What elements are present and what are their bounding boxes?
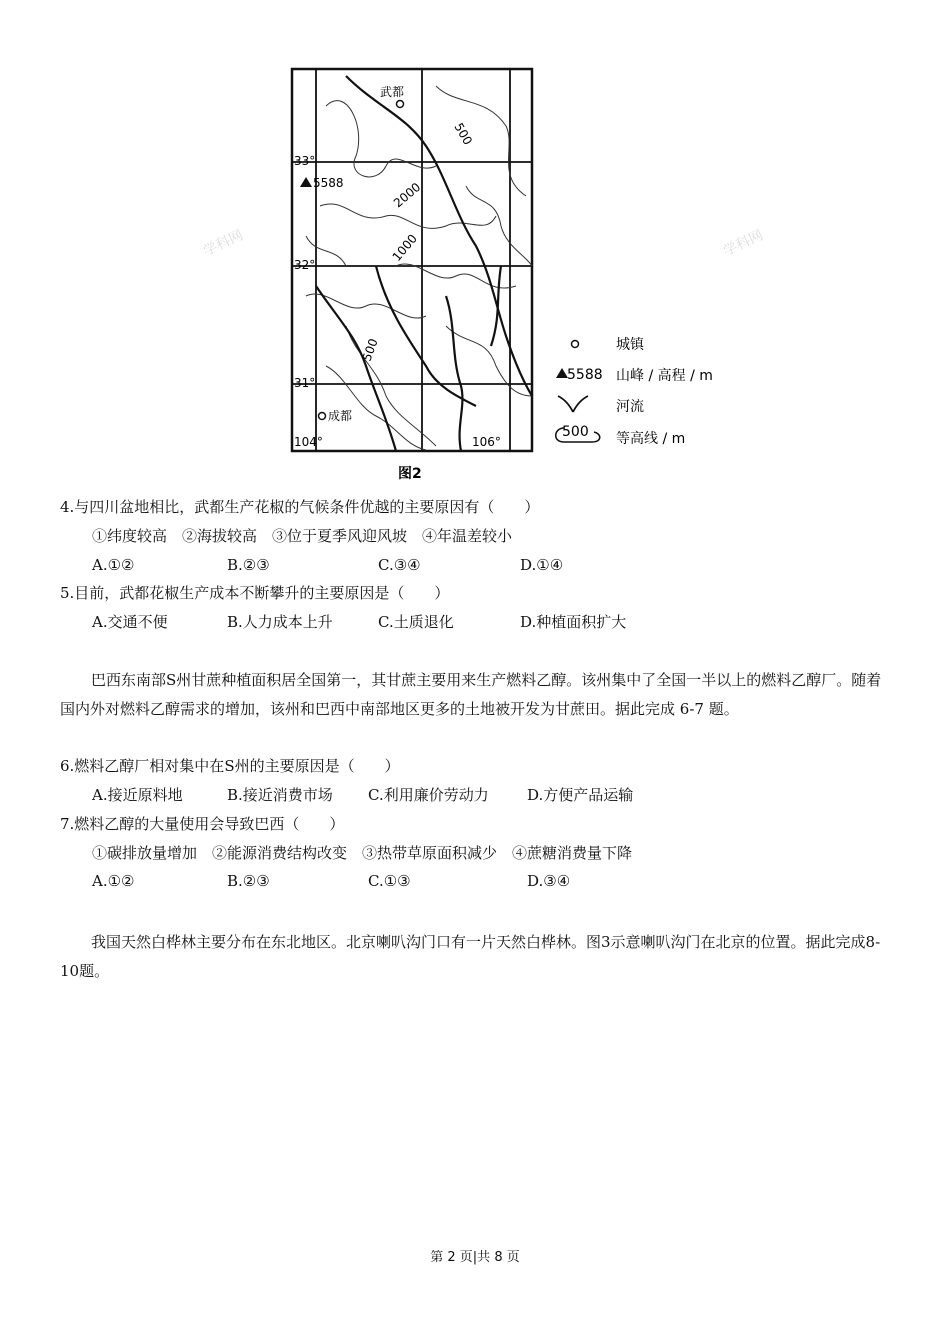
option-d: D.①④ — [520, 556, 564, 574]
legend-symbol-text: 5588 — [567, 367, 603, 383]
contour-label: 1000 — [389, 231, 420, 264]
question-6-stem: 6.燃料乙醇厂相对集中在S州的主要原因是（ ） — [60, 757, 400, 775]
contour-label: 2000 — [390, 179, 424, 211]
river-legend-icon — [558, 396, 588, 412]
option-b: B.接近消费市场 — [227, 786, 333, 804]
passage-birch-forest: 我国天然白桦林主要分布在东北地区。北京喇叭沟门口有一片天然白桦林。图3示意喇叭沟门在北京的位置。据此完成8-10题。 — [60, 933, 881, 980]
option-a: A.交通不便 — [92, 613, 168, 631]
legend-symbol-text: 500 — [562, 424, 589, 440]
option-d: D.种植面积扩大 — [520, 613, 627, 631]
page-footer: 第 2 页|共 8 页 — [430, 1250, 520, 1265]
contour-lines — [306, 86, 532, 450]
contour-label: 500 — [451, 120, 475, 148]
lon-label: 106° — [472, 435, 501, 449]
option-b: B.②③ — [227, 872, 270, 890]
option-d: D.方便产品运输 — [527, 786, 634, 804]
legend-label: 等高线 / m — [616, 431, 686, 447]
question-4-statements: ①纬度较高 ②海拔较高 ③位于夏季风迎风坡 ④年温差较小 — [92, 527, 513, 545]
topographic-map-figure — [200, 66, 766, 488]
map-grid — [292, 69, 532, 451]
rivers — [316, 76, 532, 451]
wudu-town-marker — [397, 101, 404, 108]
option-c: C.③④ — [378, 556, 421, 574]
legend-label: 山峰 / 高程 / m — [616, 368, 713, 384]
lat-label: 32° — [294, 258, 316, 272]
map-legend — [556, 336, 713, 447]
option-c: C.利用廉价劳动力 — [368, 786, 489, 804]
question-7-stem: 7.燃料乙醇的大量使用会导致巴西（ ） — [60, 815, 345, 833]
wudu-label: 武都 — [380, 85, 405, 99]
question-4-stem: 4.与四川盆地相比，武都生产花椒的气候条件优越的主要原因有（ ） — [60, 498, 540, 516]
chengdu-label: 成都 — [328, 409, 353, 423]
option-b: B.②③ — [227, 556, 270, 574]
option-b: B.人力成本上升 — [227, 613, 333, 631]
lon-label: 104° — [294, 435, 323, 449]
option-a: A.①② — [92, 872, 135, 890]
lat-label: 33° — [294, 154, 316, 168]
option-a: A.接近原料地 — [92, 786, 183, 804]
town-legend-icon — [572, 341, 579, 348]
chengdu-town-marker — [319, 413, 326, 420]
legend-label: 城镇 — [616, 337, 644, 353]
map-frame — [292, 69, 532, 451]
contour-label: 500 — [359, 336, 381, 364]
option-d: D.③④ — [527, 872, 571, 890]
option-c: C.①③ — [368, 872, 411, 890]
peak-label: 5588 — [313, 176, 344, 190]
legend-label: 河流 — [616, 399, 644, 415]
watermark: 学科网 — [200, 227, 246, 260]
question-5-stem: 5.目前，武都花椒生产成本不断攀升的主要原因是（ ） — [60, 584, 450, 602]
peak-marker — [300, 177, 312, 187]
option-c: C.土质退化 — [378, 613, 454, 631]
figure-caption: 图2 — [398, 466, 422, 482]
lat-label: 31° — [294, 376, 316, 390]
watermark: 学科网 — [720, 227, 766, 260]
passage-brazil-ethanol: 巴西东南部S州甘蔗种植面积居全国第一，其甘蔗主要用来生产燃料乙醇。该州集中了全国一半以上的燃料乙醇厂。随着国内外对燃料乙醇需求的增加，该州和巴西中南部地区更多的土地被开发为甘蔗田。据此完成 6-7 题。 — [60, 671, 882, 718]
question-7-statements: ①碳排放量增加 ②能源消费结构改变 ③热带草原面积减少 ④蔗糖消费量下降 — [92, 844, 633, 862]
option-a: A.①② — [92, 556, 135, 574]
